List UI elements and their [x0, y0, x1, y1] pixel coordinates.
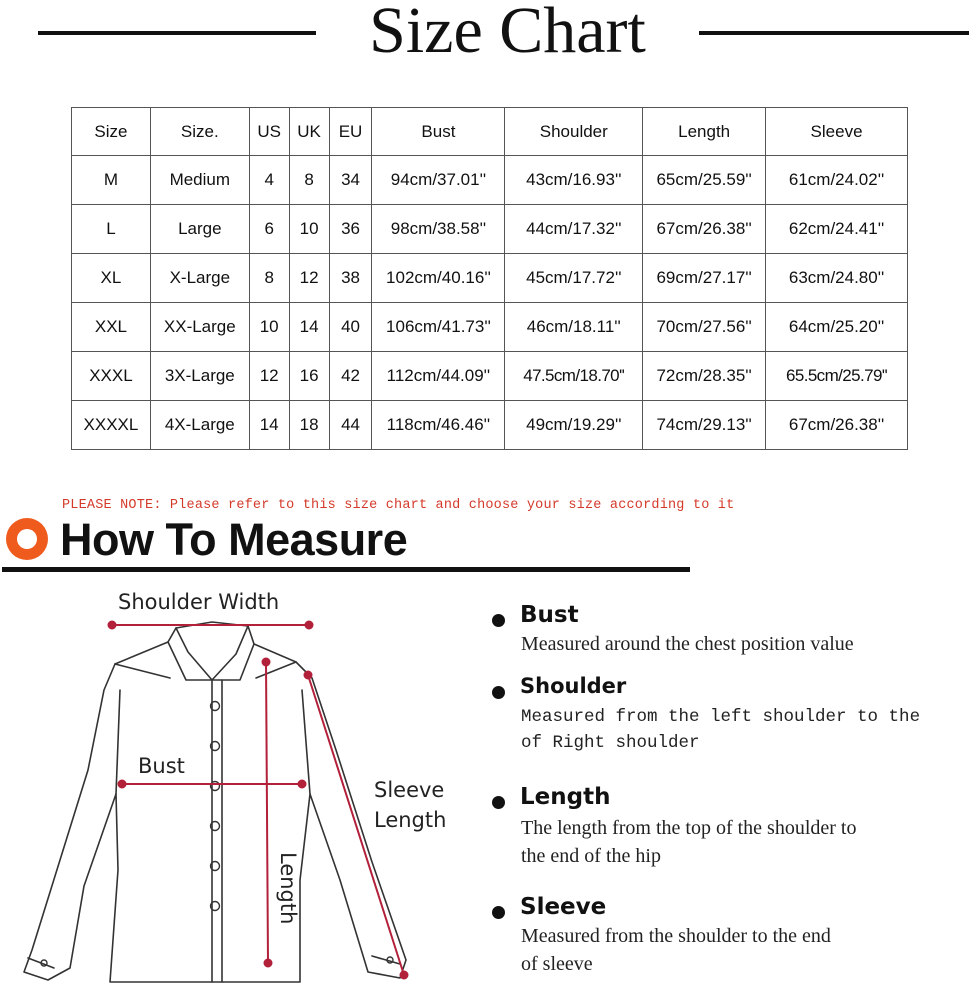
table-cell: 49cm/19.29'': [505, 401, 643, 450]
bust-label: Bust: [138, 754, 185, 778]
table-cell: 12: [289, 254, 329, 303]
table-cell: 62cm/24.41'': [766, 205, 908, 254]
measure-item-title: Sleeve: [520, 894, 607, 920]
table-row: [72, 156, 908, 205]
table-cell: XL: [72, 254, 151, 303]
table-cell: 3X-Large: [150, 352, 249, 401]
table-cell: 10: [249, 303, 289, 352]
table-cell: XXXXL: [72, 401, 151, 450]
table-cell: 14: [289, 303, 329, 352]
table-cell: Medium: [150, 156, 249, 205]
table-cell: Large: [150, 205, 249, 254]
measure-item-title: Bust: [520, 602, 579, 628]
title-rule-right: [699, 31, 969, 35]
header-size-name: Size.: [150, 108, 249, 156]
title-rule-left: [38, 31, 316, 35]
measure-item-description-line1: Measured from the shoulder to the end: [521, 925, 831, 947]
table-cell: 38: [329, 254, 372, 303]
header-sleeve: Sleeve: [766, 108, 908, 156]
table-cell: 42: [329, 352, 372, 401]
table-cell: 43cm/16.93'': [505, 156, 643, 205]
measure-item-description-line2: of Right shoulder: [521, 733, 700, 753]
page-title: Size Chart: [369, 0, 646, 67]
table-cell: 4: [249, 156, 289, 205]
table-header-row: [72, 108, 908, 156]
table-cell: 36: [329, 205, 372, 254]
table-cell: 18: [289, 401, 329, 450]
sleeve-length-label-line2: Length: [374, 808, 447, 832]
table-cell: 16: [289, 352, 329, 401]
circle-bullet-icon: [6, 518, 48, 560]
size-note: PLEASE NOTE: Please refer to this size chart and choose your size according to it: [62, 498, 735, 513]
table-cell: 64cm/25.20'': [766, 303, 908, 352]
table-cell: 12: [249, 352, 289, 401]
table-cell: 47.5cm/18.70'': [505, 352, 643, 401]
header-uk: UK: [289, 108, 329, 156]
sleeve-length-label-line1: Sleeve: [374, 778, 445, 802]
table-cell: 44cm/17.32'': [505, 205, 643, 254]
table-row: [72, 205, 908, 254]
table-row: [72, 254, 908, 303]
header-us: US: [249, 108, 289, 156]
table-cell: 106cm/41.73'': [372, 303, 505, 352]
measure-item-description-line1: Measured from the left shoulder to the: [521, 707, 921, 727]
table-cell: 112cm/44.09'': [372, 352, 505, 401]
table-cell: 10: [289, 205, 329, 254]
measure-item-description-line2: the end of the hip: [521, 845, 661, 867]
measure-item-title: Length: [520, 784, 611, 810]
table-cell: M: [72, 156, 151, 205]
how-to-measure-rule: [2, 567, 690, 572]
table-cell: 40: [329, 303, 372, 352]
table-cell: 98cm/38.58'': [372, 205, 505, 254]
table-cell: 8: [289, 156, 329, 205]
table-cell: 6: [249, 205, 289, 254]
measure-item-description: Measured around the chest position value: [521, 633, 854, 655]
bullet-icon: [492, 906, 505, 919]
table-row: [72, 352, 908, 401]
table-cell: 67cm/26.38'': [766, 401, 908, 450]
length-label: Length: [276, 852, 300, 925]
table-cell: 8: [249, 254, 289, 303]
table-cell: 118cm/46.46'': [372, 401, 505, 450]
bullet-icon: [492, 686, 505, 699]
table-cell: 70cm/27.56'': [643, 303, 766, 352]
table-cell: 46cm/18.11'': [505, 303, 643, 352]
header-eu: EU: [329, 108, 372, 156]
table-row: [72, 401, 908, 450]
size-chart-table: [71, 107, 908, 450]
table-cell: 4X-Large: [150, 401, 249, 450]
table-cell: 67cm/26.38'': [643, 205, 766, 254]
table-cell: 94cm/37.01'': [372, 156, 505, 205]
shirt-measure-diagram: [0, 580, 470, 993]
header-size: Size: [72, 108, 151, 156]
table-cell: 65cm/25.59'': [643, 156, 766, 205]
table-cell: 69cm/27.17'': [643, 254, 766, 303]
table-cell: 45cm/17.72'': [505, 254, 643, 303]
header-bust: Bust: [372, 108, 505, 156]
table-cell: 65.5cm/25.79'': [766, 352, 908, 401]
table-cell: XX-Large: [150, 303, 249, 352]
shoulder-width-label: Shoulder Width: [118, 590, 280, 614]
bullet-icon: [492, 614, 505, 627]
header-length: Length: [643, 108, 766, 156]
table-row: [72, 303, 908, 352]
table-cell: 34: [329, 156, 372, 205]
table-cell: 14: [249, 401, 289, 450]
table-cell: 63cm/24.80'': [766, 254, 908, 303]
measure-item-description-line1: The length from the top of the shoulder to: [521, 817, 857, 839]
header-shoulder: Shoulder: [505, 108, 643, 156]
measure-item-description-line2: of sleeve: [521, 953, 593, 975]
table-cell: 44: [329, 401, 372, 450]
table-cell: L: [72, 205, 151, 254]
table-cell: XXXL: [72, 352, 151, 401]
table-cell: 102cm/40.16'': [372, 254, 505, 303]
table-cell: XXL: [72, 303, 151, 352]
how-to-measure-title: How To Measure: [60, 514, 408, 565]
measure-item-title: Shoulder: [520, 674, 627, 698]
table-cell: 61cm/24.02'': [766, 156, 908, 205]
bullet-icon: [492, 796, 505, 809]
table-cell: 74cm/29.13'': [643, 401, 766, 450]
table-cell: 72cm/28.35'': [643, 352, 766, 401]
table-cell: X-Large: [150, 254, 249, 303]
